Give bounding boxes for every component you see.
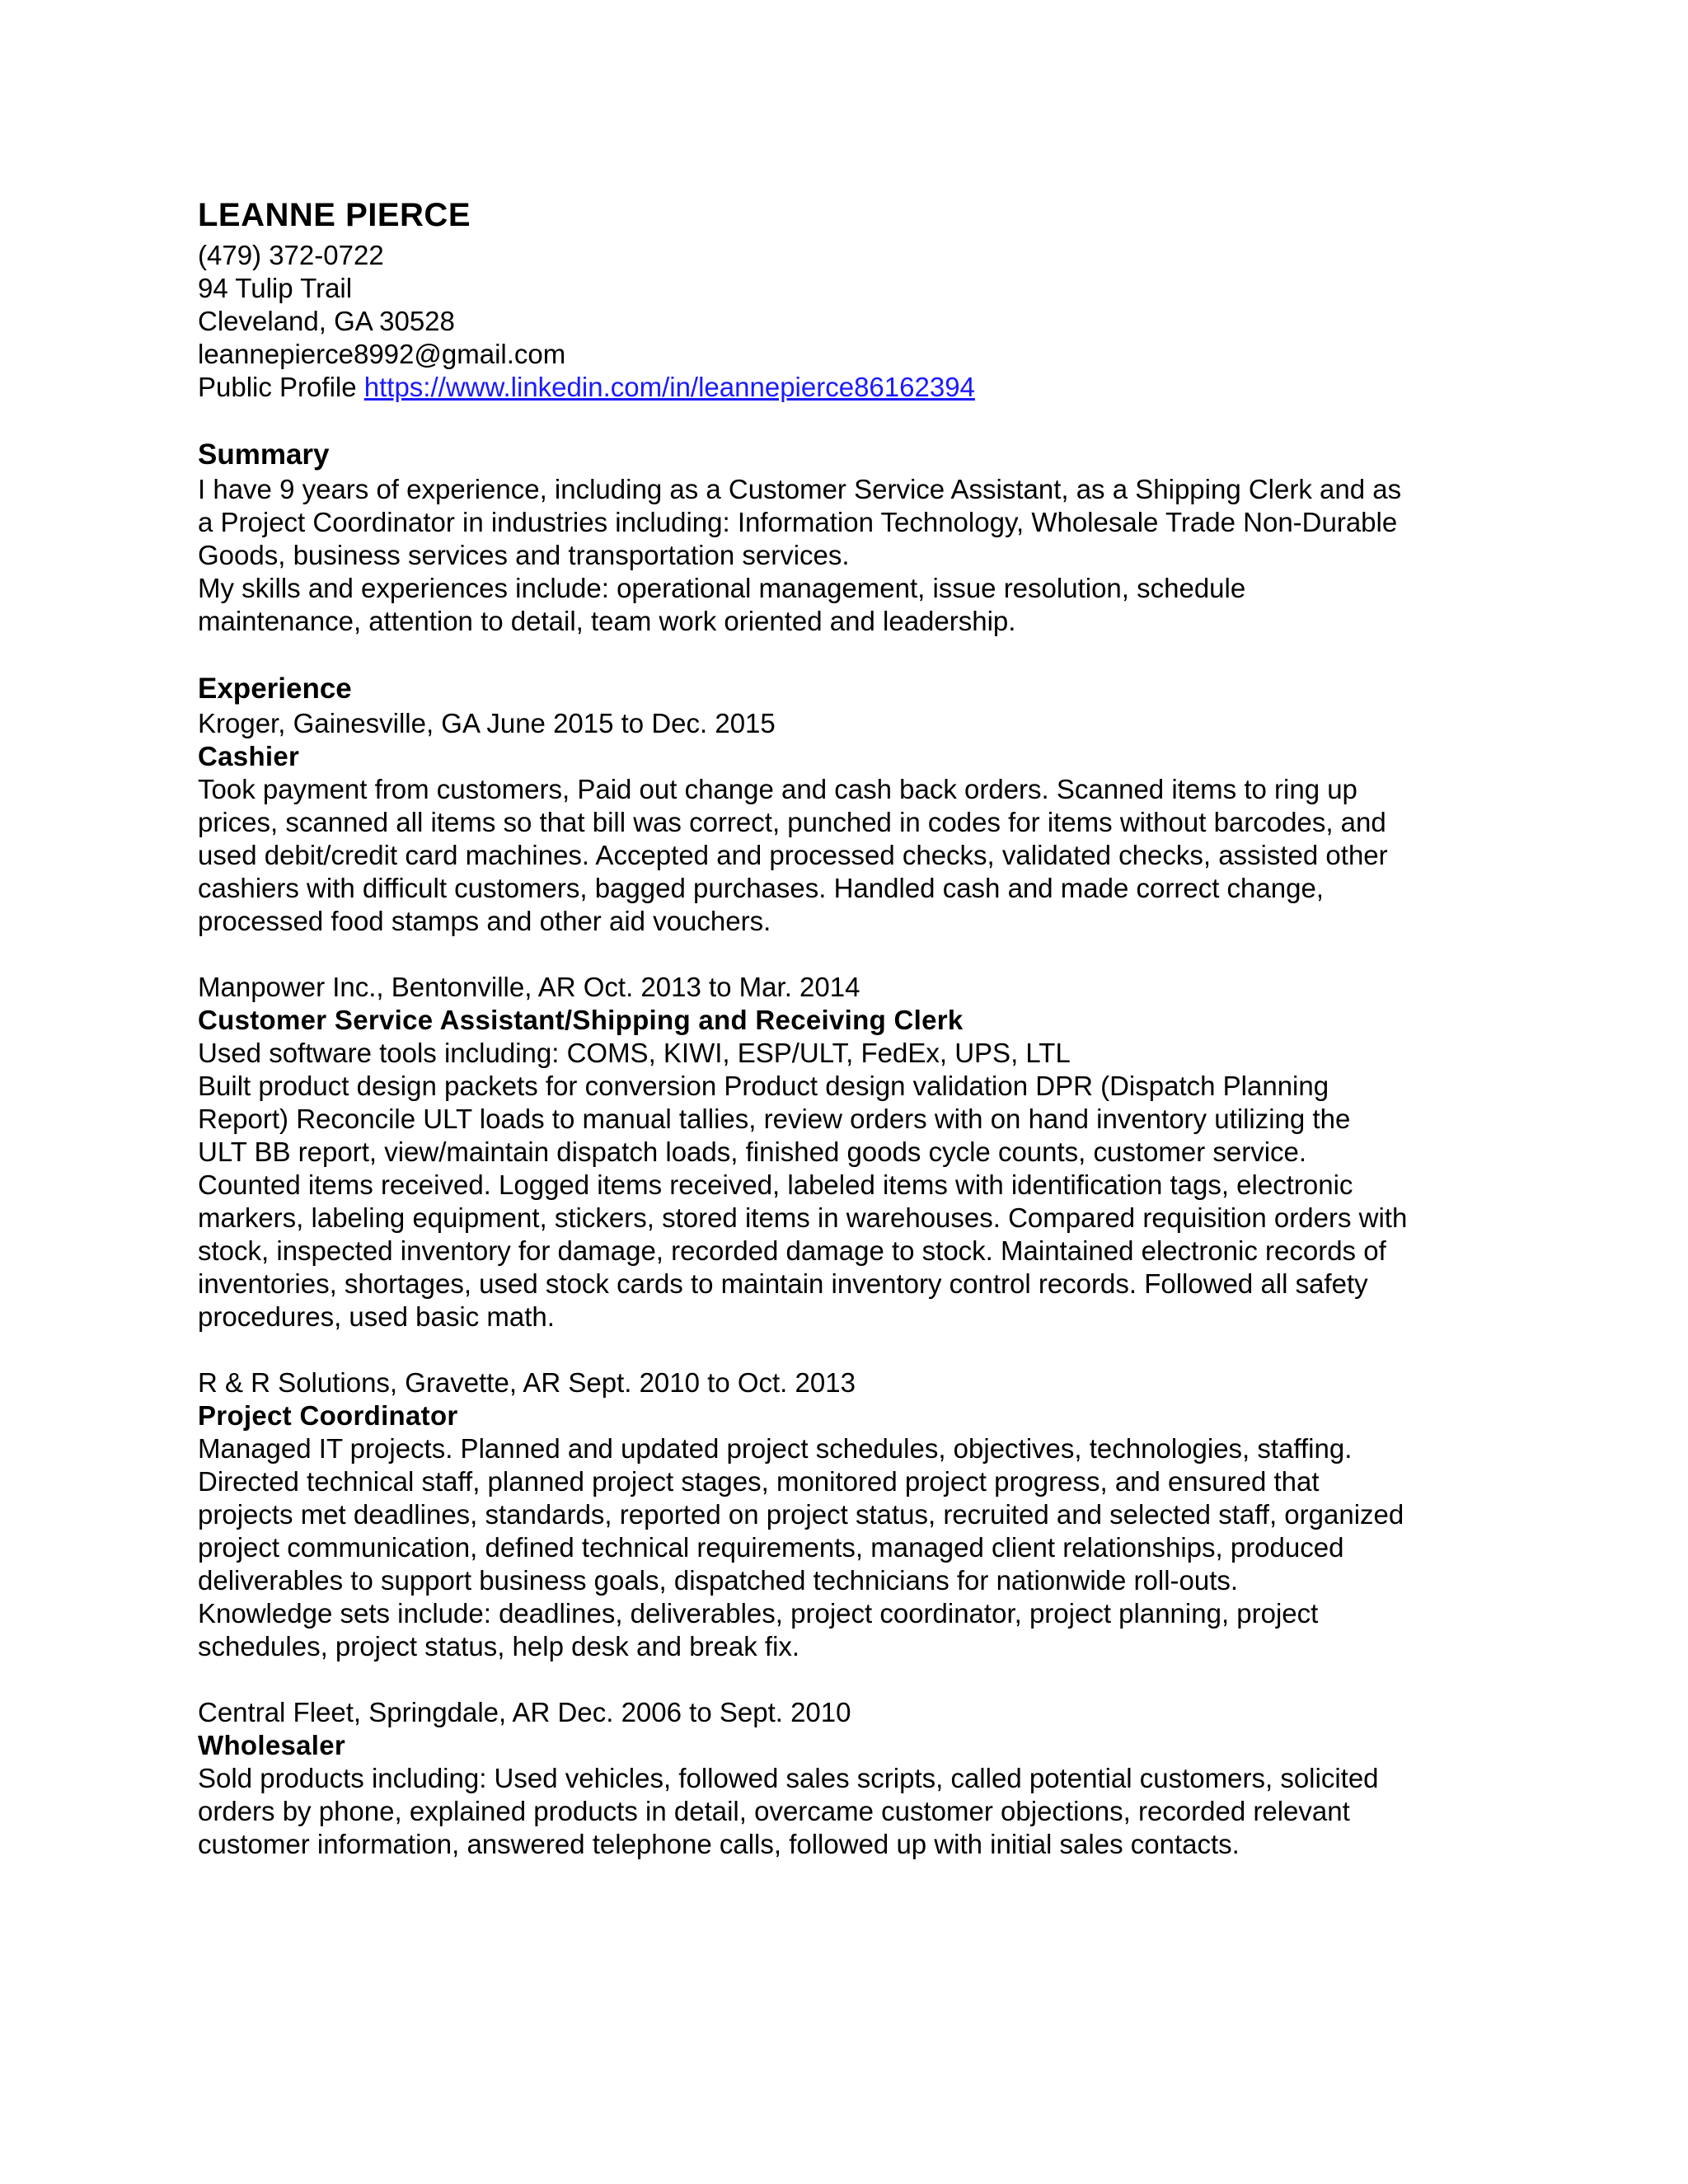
job-description-line: Took payment from customers, Paid out change and cash back orders. Scanned items to ring up [198,774,1357,804]
job-description-line: markers, labeling equipment, stickers, stored items in warehouses. Compared requisition orders with [198,1202,1408,1233]
job-employer: Kroger, Gainesville, GA June 2015 to Dec. 2015 [198,708,776,738]
job-description-line: used debit/credit card machines. Accepted and processed checks, validated checks, assisted other [198,840,1388,870]
summary-heading: Summary [198,438,330,471]
summary-line: a Project Coordinator in industries including: Information Technology, Wholesale Trade Non-Durable [198,507,1398,537]
job-description-line: Sold products including: Used vehicles, followed sales scripts, called potential customers, solicited [198,1763,1379,1793]
job-title: Project Coordinator [198,1400,458,1431]
job-description-line: Used software tools including: COMS, KIWI, ESP/ULT, FedEx, UPS, LTL [198,1038,1071,1068]
job-title: Cashier [198,741,300,771]
profile-label: Public Profile [198,372,364,402]
contact-block [198,194,1517,404]
job-description-line: Built product design packets for conversion Product design validation DPR (Dispatch Planning [198,1071,1329,1101]
summary-line: maintenance, attention to detail, team work oriented and leadership. [198,606,1016,636]
candidate-name: LEANNE PIERCE [198,197,471,233]
job-description-line: prices, scanned all items so that bill was correct, punched in codes for items without barcodes, and [198,807,1386,837]
job-title: Wholesaler [198,1730,346,1760]
job-entry-central-fleet [198,1696,1517,1861]
summary-line: My skills and experiences include: operational management, issue resolution, schedule [198,573,1246,603]
job-description-line: Managed IT projects. Planned and updated project schedules, objectives, technologies, staffing. [198,1433,1353,1464]
job-employer: Manpower Inc., Bentonville, AR Oct. 2013 to Mar. 2014 [198,972,860,1002]
public-profile [198,371,1517,404]
job-description-line: ULT BB report, view/maintain dispatch loads, finished goods cycle counts, customer service. [198,1137,1307,1167]
job-employer: Central Fleet, Springdale, AR Dec. 2006 to Sept. 2010 [198,1697,851,1727]
job-entry-kroger [198,707,1517,938]
job-description-line: cashiers with difficult customers, bagged purchases. Handled cash and made correct change, [198,873,1324,903]
job-entry-rr-solutions [198,1366,1517,1663]
email-address: leannepierce8992@gmail.com [198,339,566,369]
job-description-line: project communication, defined technical requirements, managed client relationships, produced [198,1532,1344,1563]
job-description-line: stock, inspected inventory for damage, recorded damage to stock. Maintained electronic records of [198,1235,1386,1266]
job-description-line: Report) Reconcile ULT loads to manual tallies, review orders with on hand inventory utilizing the [198,1104,1351,1134]
phone-number: (479) 372-0722 [198,240,384,270]
job-description-line: procedures, used basic math. [198,1301,555,1332]
profile-link[interactable]: https://www.linkedin.com/in/leannepierce86162394 [363,372,975,402]
job-entry-manpower [198,971,1517,1333]
job-description-line: deliverables to support business goals, dispatched technicians for nationwide roll-outs. [198,1565,1239,1596]
job-description-line: projects met deadlines, standards, reported on project status, recruited and selected staff, organized [198,1499,1404,1530]
experience-section [198,671,1517,1861]
summary-line: I have 9 years of experience, including as a Customer Service Assistant, as a Shipping Clerk and as [198,474,1402,504]
job-employer: R & R Solutions, Gravette, AR Sept. 2010 to Oct. 2013 [198,1367,856,1398]
job-description-line: inventories, shortages, used stock cards to maintain inventory control records. Followed all safety [198,1268,1368,1299]
job-description-line: orders by phone, explained products in detail, overcame customer objections, recorded relevant [198,1796,1350,1826]
resume-page [198,194,1517,1861]
summary-section [198,437,1517,638]
job-description-line: Directed technical staff, planned project stages, monitored project progress, and ensured that [198,1466,1320,1497]
job-description-line: Knowledge sets include: deadlines, deliverables, project coordinator, project planning, project [198,1598,1319,1629]
job-description-line: customer information, answered telephone calls, followed up with initial sales contacts. [198,1829,1240,1859]
experience-heading: Experience [198,673,352,705]
city-state-zip: Cleveland, GA 30528 [198,306,455,336]
summary-line: Goods, business services and transportation services. [198,540,850,570]
job-description-line: processed food stamps and other aid vouchers. [198,906,771,936]
job-description-line: schedules, project status, help desk and break fix. [198,1631,800,1661]
job-title: Customer Service Assistant/Shipping and Receiving Clerk [198,1005,964,1035]
job-description-line: Counted items received. Logged items received, labeled items with identification tags, electronic [198,1169,1353,1200]
street-address: 94 Tulip Trail [198,273,353,303]
